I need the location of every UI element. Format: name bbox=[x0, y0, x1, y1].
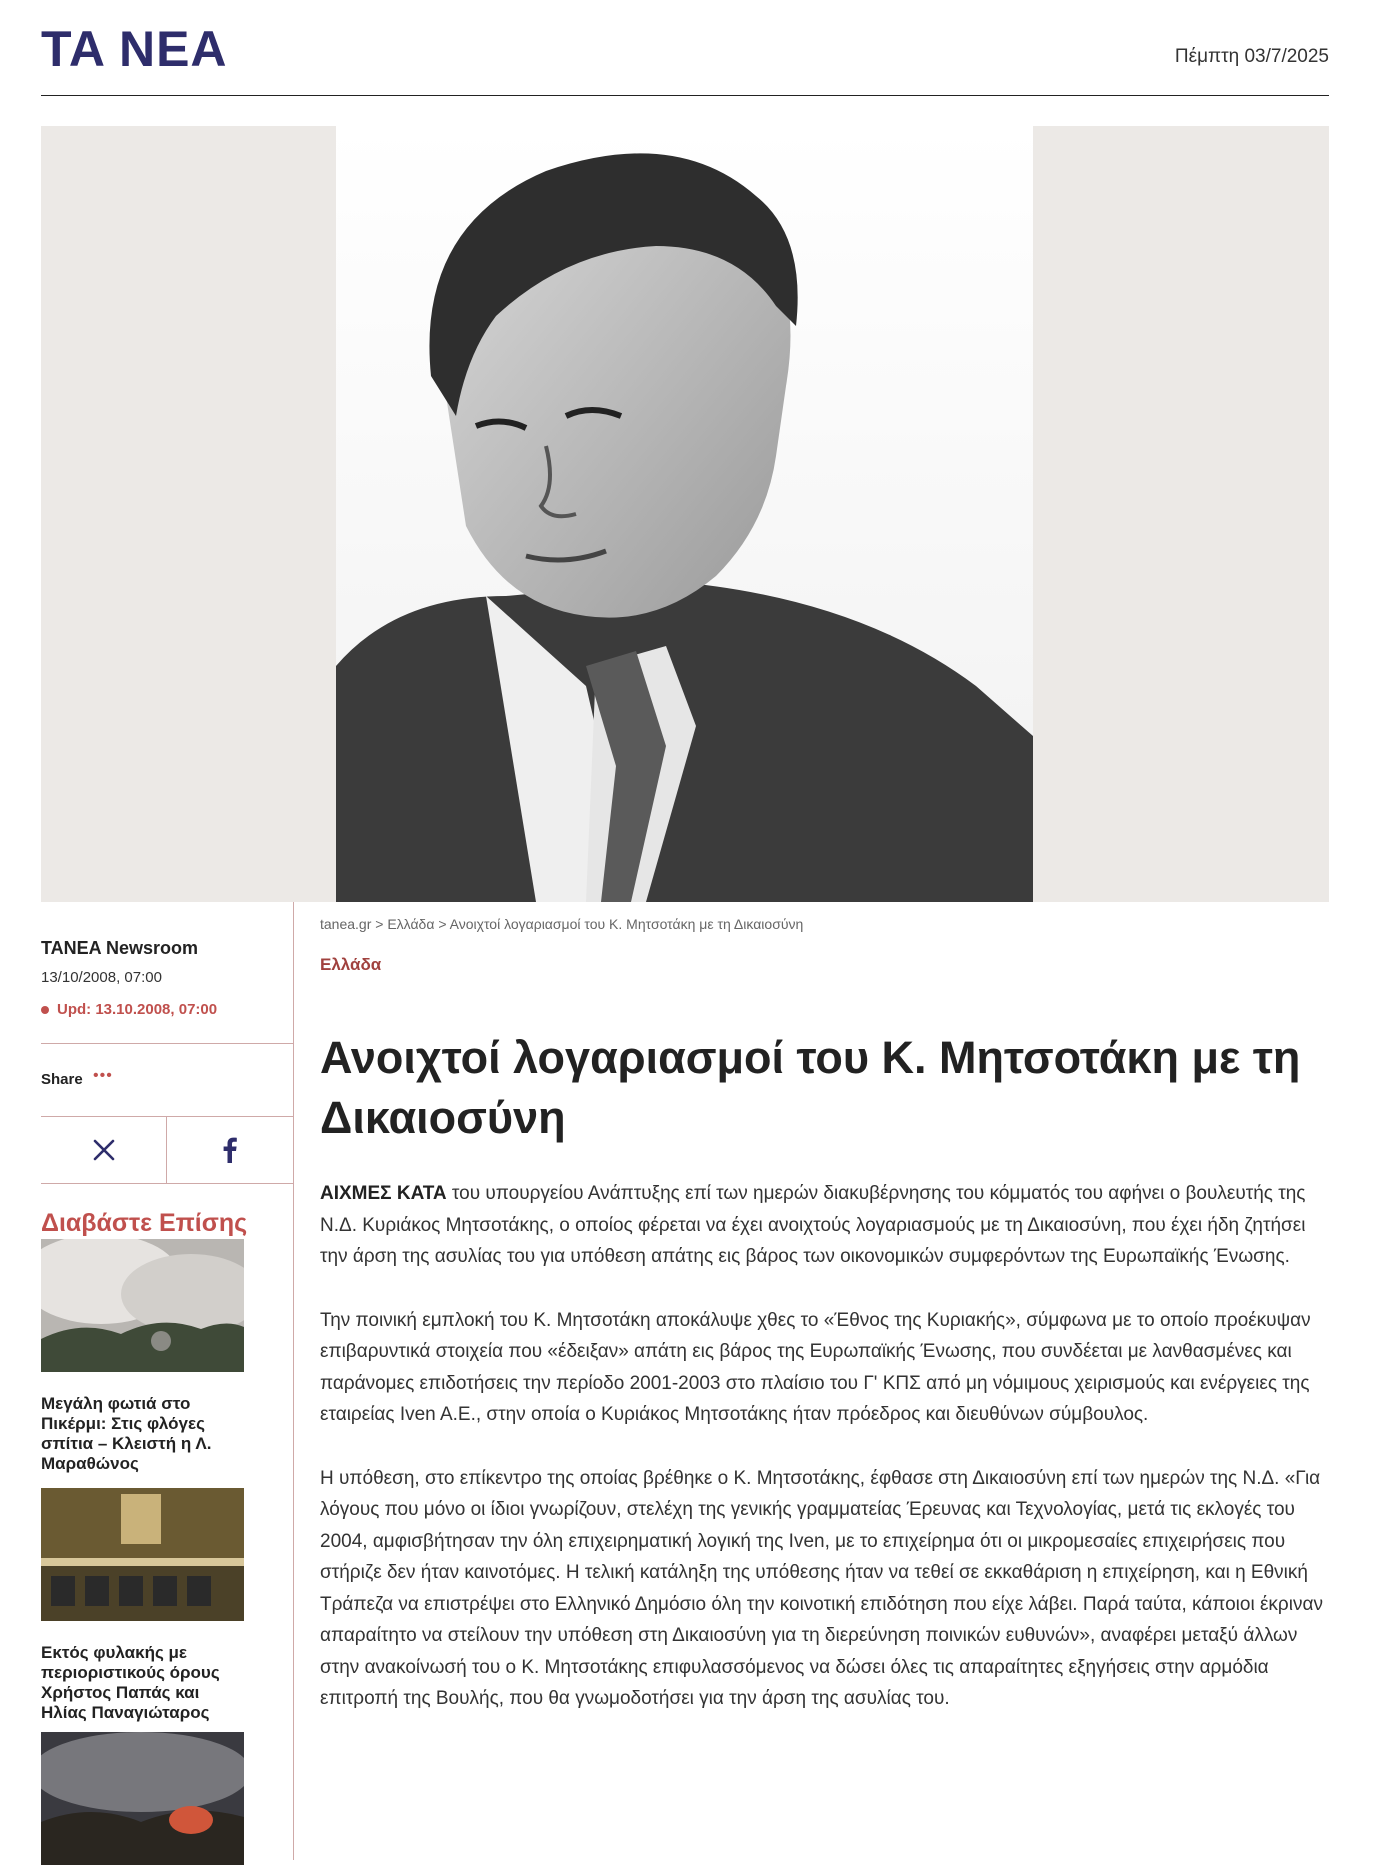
update-dot-icon bbox=[41, 1006, 49, 1014]
author-name[interactable]: TANEA Newsroom bbox=[41, 938, 199, 958]
breadcrumb[interactable]: tanea.gr > Ελλάδα > Ανοιχτοί λογαριασμοί του Κ. Μητσοτάκη με τη Δικαιοσύνη bbox=[320, 916, 804, 932]
related-thumbnail[interactable] bbox=[41, 1732, 244, 1865]
paragraph-1-text: του υπουργείου Ανάπτυξης επί των ημερών διακυβέρνησης του κόμματός του αφήνει ο βουλευτής της Ν.Δ. Κυριάκος Μητσοτάκης, ο οποίος φέρεται να έχει ανοιχτούς λογαριασμούς με τη Δικαιοσύνη, που έχει ήδη ζητήσει την άρση της ασυλίας του για υπόθεση απάτης εις βάρος των οικονομικών συμφερόντων της Ευρωπαϊκής Ένωσης. bbox=[320, 1183, 1306, 1267]
article-body bbox=[320, 1178, 1330, 1747]
related-title[interactable]: Εκτός φυλακής με περιοριστικούς όρους Χρήστος Παπάς και Ηλίας Παναγιώταρος bbox=[41, 1643, 220, 1722]
related-title[interactable]: Μεγάλη φωτιά στο Πικέρμι: Στις φλόγες σπίτια – Κλειστή η Λ. Μαραθώνος bbox=[41, 1394, 212, 1473]
site-header bbox=[41, 0, 1329, 96]
share-label: Share bbox=[41, 1071, 83, 1088]
section-label[interactable]: Ελλάδα bbox=[320, 955, 382, 974]
hero-image-area bbox=[41, 126, 1329, 902]
facebook-icon bbox=[223, 1137, 237, 1163]
share-facebook-button[interactable] bbox=[167, 1117, 292, 1183]
article-sidebar bbox=[41, 902, 294, 1860]
publish-date: 13/10/2008, 07:00 bbox=[41, 969, 162, 986]
related-article[interactable] bbox=[41, 1732, 244, 1865]
site-logo[interactable]: TA NEA bbox=[41, 21, 228, 77]
related-article[interactable] bbox=[41, 1239, 244, 1474]
related-thumbnail[interactable] bbox=[41, 1239, 244, 1372]
paragraph-2: Την ποινική εμπλοκή του Κ. Μητσοτάκη αποκάλυψε χθες το «Έθνος της Κυριακής», σύμφωνα με το οποίο προέκυψαν επιβαρυντικά στοιχεία που «έδειξαν» απάτη εις βάρος της Ευρωπαϊκής Ένωσης, που συνδέεται με λανθασμένες και παράνομες επιδοτήσεις την περίοδο 2001-2003 στο πλαίσιο του Γ' ΚΠΣ από μη νόμιμους χειρισμούς και ενέργειες της εταιρείας Iven A.E., στην οποία ο Κυριάκος Μητσοτάκης ήταν πρόεδρος και διευθύνων σύμβουλος. bbox=[320, 1309, 1311, 1425]
sidebar-divider bbox=[41, 1043, 293, 1044]
share-buttons bbox=[41, 1116, 293, 1184]
article-title: Ανοιχτοί λογαριασμοί του Κ. Μητσοτάκη με τη Δικαιοσύνη bbox=[320, 1032, 1301, 1144]
x-icon bbox=[93, 1139, 115, 1161]
share-more-icon[interactable]: ••• bbox=[93, 1067, 113, 1084]
update-date bbox=[41, 1001, 217, 1018]
related-article[interactable] bbox=[41, 1488, 244, 1723]
paragraph-1 bbox=[320, 1178, 1330, 1273]
header-date: Πέμπτη 03/7/2025 bbox=[1174, 46, 1329, 67]
article-photo bbox=[336, 126, 1033, 902]
read-also-heading: Διαβάστε Επίσης bbox=[41, 1209, 248, 1237]
update-date-text: Upd: 13.10.2008, 07:00 bbox=[57, 1001, 218, 1018]
paragraph-3: Η υπόθεση, στο επίκεντρο της οποίας βρέθηκε ο Κ. Μητσοτάκης, έφθασε στη Δικαιοσύνη επί των ημερών της Ν.Δ. «Για λόγους που μόνο οι ίδιοι γνωρίζουν, στελέχη της γενικής γραμματείας Έρευνας και Τεχνολογίας, μετά τις εκλογές του 2004, αμφισβήτησαν την όλη επιχειρηματική λογική της Iven, με το επιχείρημα ότι οι μικρομεσαίες επιχειρήσεις που στήριζε δεν ήταν καινοτόμες. Η τελική κατάληξη της υπόθεσης ήταν να τεθεί σε εκκαθάριση η επιχείρηση, και η Εθνική Τράπεζα να επιστρέψει στο Ελληνικό Δημόσιο όλη την κοινοτική επιδότηση που είχε λάβει. Παρά ταύτα, κάποιοι έκριναν απαραίτητο να στείλουν την υπόθεση στη Δικαιοσύνη για τη διερεύνηση ποινικών ευθυνών», αναφέρει μεταξύ άλλων στην ανακοίνωσή του ο Κ. Μητσοτάκης επιφυλασσόμενος να δώσει όλες τις απαραίτητες εξηγήσεις στην αρμόδια επιτροπή της Βουλής, που θα γνωμοδοτήσει για την άρση της ασυλίας του. bbox=[320, 1467, 1323, 1709]
lead-text: ΑΙΧΜΕΣ ΚΑΤΑ bbox=[320, 1183, 447, 1204]
share-x-button[interactable] bbox=[41, 1117, 167, 1183]
related-thumbnail[interactable] bbox=[41, 1488, 244, 1621]
